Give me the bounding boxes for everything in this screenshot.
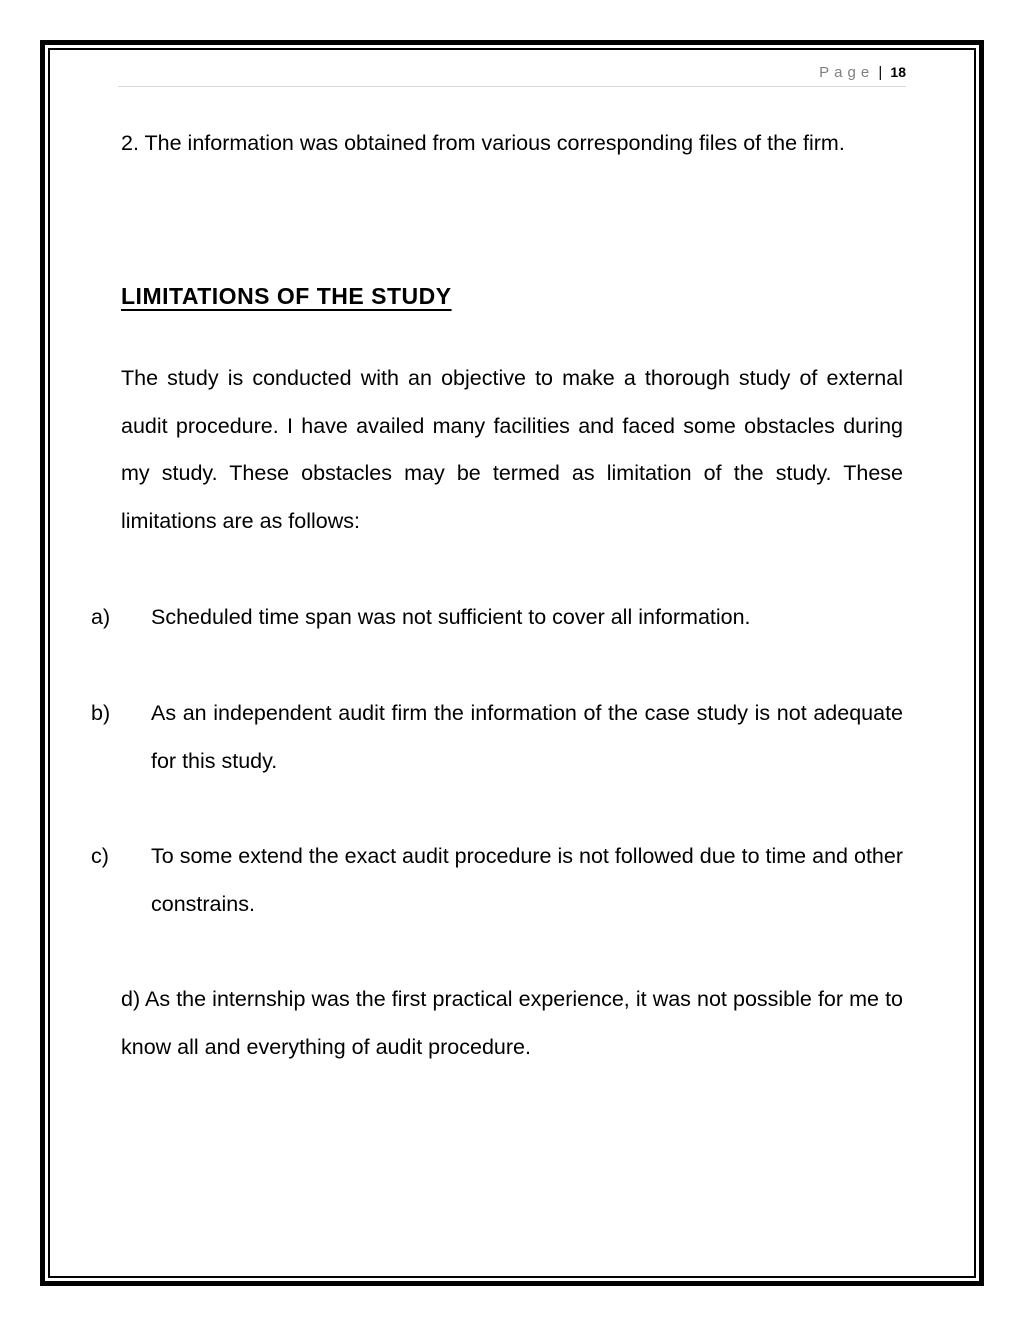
list-item-text: To some extend the exact audit procedure is not followed due to time and other constrains. xyxy=(151,844,903,916)
list-item-c xyxy=(91,833,903,928)
list-item-a xyxy=(91,594,903,642)
page-border-inner xyxy=(48,48,976,1278)
list-item-d xyxy=(121,976,903,1071)
list-item-label: a) xyxy=(91,605,111,629)
list-item-text: Scheduled time span was not sufficient to cover all information. xyxy=(151,605,751,629)
page-number: 18 xyxy=(890,64,906,80)
intro-block xyxy=(121,120,903,168)
section-heading: LIMITATIONS OF THE STUDY xyxy=(121,283,452,309)
page-header xyxy=(118,60,906,87)
list-item-b xyxy=(91,690,903,785)
list-item-text: As an independent audit firm the information of the case study is not adequate for this study. xyxy=(151,701,903,773)
list-item-text: As the internship was the first practical experience, it was not possible for me to know all and everything of audit procedure. xyxy=(121,987,903,1059)
list-item-label: c) xyxy=(91,844,109,868)
section-body xyxy=(121,355,903,545)
list-item-label: b) xyxy=(91,701,111,725)
intro-paragraph: 2. The information was obtained from various corresponding files of the firm. xyxy=(121,131,845,155)
page-separator: | xyxy=(878,64,883,81)
section-paragraph: The study is conducted with an objective to make a thorough study of external audit procedure. I have availed many facilities and faced some obstacles during my study. These obstacles may be termed as limitation of the study. These limitations are as follows: xyxy=(121,366,903,533)
page-label: Page xyxy=(819,64,875,81)
list-item-label: d) xyxy=(121,987,141,1011)
